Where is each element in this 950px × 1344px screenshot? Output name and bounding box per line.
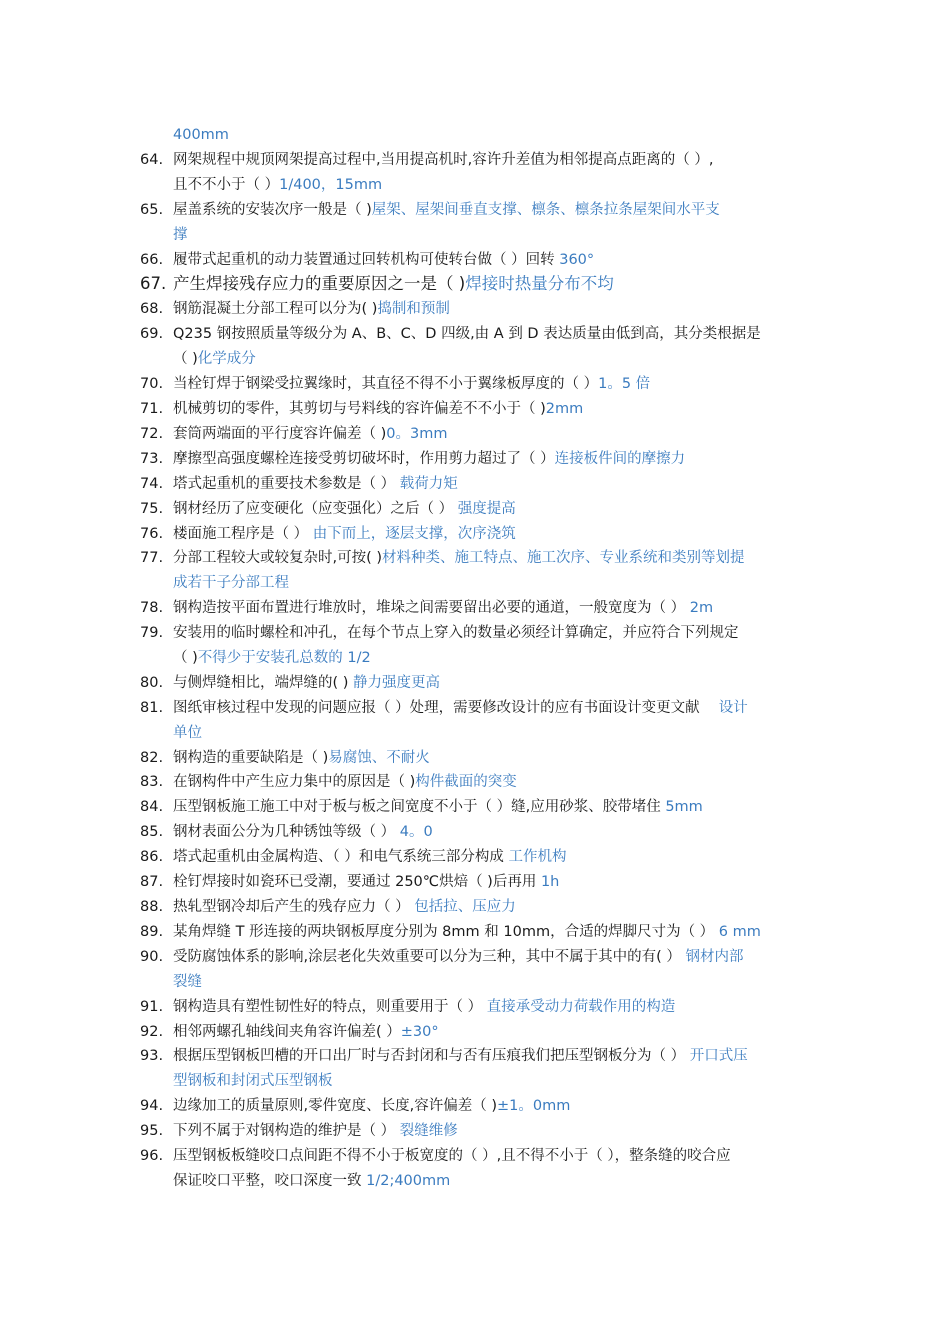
answer-text: 静力强度更高 (353, 674, 441, 691)
question-text: 钢构造按平面布置进行堆放时，堆垛之间需要留出必要的通道，一般宽度为（ ） (173, 600, 690, 617)
question-number: 79. (140, 625, 164, 642)
question-line (173, 1020, 812, 1045)
answer-text: 成若干子分部工程 (173, 575, 289, 592)
question-body (173, 596, 812, 621)
answer-text: 捣制和预制 (377, 301, 450, 318)
question-text: 机械剪切的零件，其剪切与号料线的容许偏差不不小于（ ) (173, 400, 546, 417)
question-line (173, 795, 812, 820)
question-text: 钢构造具有塑性韧性好的特点，则重要用于（ ） (173, 998, 487, 1015)
question-body (173, 870, 812, 895)
question-text: 分部工程较大或较复杂时,可按( ) (173, 550, 383, 567)
question-body (173, 1144, 812, 1194)
question-number: 74. (140, 475, 164, 492)
question-line (173, 870, 812, 895)
question-body (173, 472, 812, 497)
question-body (173, 248, 812, 273)
question-body (173, 795, 812, 820)
question-text: 产生焊接残存应力的重要原因之一是（ ) (173, 274, 466, 294)
answer-text: 4。0 (399, 824, 433, 841)
question-number: 87. (140, 874, 164, 891)
question-line (173, 970, 812, 995)
question-line (173, 1119, 812, 1144)
question-item (140, 596, 812, 621)
answer-text: ±30° (400, 1023, 439, 1040)
answer-text: 工作机构 (508, 849, 567, 866)
answer-text: 1h (540, 874, 560, 891)
question-number: 90. (140, 948, 164, 965)
question-number: 70. (140, 376, 164, 393)
question-number: 66. (140, 251, 164, 268)
answer-text: 6 mm (718, 923, 761, 940)
answer-text: 裂缝 (173, 973, 202, 990)
question-item (140, 372, 812, 397)
question-line (173, 845, 812, 870)
question-line (173, 596, 812, 621)
question-line (173, 671, 812, 696)
question-line (173, 770, 812, 795)
question-line (173, 1169, 812, 1194)
question-number: 95. (140, 1123, 164, 1140)
question-line (173, 272, 812, 297)
answer-text: 1/400，15mm (279, 176, 383, 193)
question-item (140, 1094, 812, 1119)
question-item (140, 746, 812, 771)
question-line (173, 472, 812, 497)
question-text: 楼面施工程序是（ ） (173, 525, 313, 542)
answer-text: 包括拉、压应力 (414, 899, 516, 915)
answer-text: 型钢板和封闭式压型钢板 (173, 1073, 333, 1090)
question-text: 受防腐蚀体系的影响,涂层老化失效重要可以分为三种，其中不属于其中的有( ） (173, 948, 686, 965)
question-number: 71. (140, 400, 164, 417)
question-item (140, 322, 812, 372)
question-line (173, 198, 812, 223)
question-body (173, 397, 812, 422)
question-item (140, 870, 812, 895)
question-text: 且不不小于（ ） (173, 176, 280, 193)
question-item (140, 447, 812, 472)
question-line (173, 621, 812, 646)
question-item (140, 770, 812, 795)
question-body (173, 845, 812, 870)
answer-text: 连接板件间的摩擦力 (554, 450, 686, 467)
answer-text: 直接承受动力荷载作用的构造 (486, 998, 676, 1015)
question-item (140, 1119, 812, 1144)
answer-text: 载荷力矩 (399, 475, 458, 492)
question-item (140, 148, 812, 198)
question-number: 69. (140, 326, 164, 343)
question-text: 压型钢板板缝咬口点间距不得不小于板宽度的（ ）,且不得不小于（ ），整条缝的咬合应 (173, 1148, 731, 1164)
question-item (140, 522, 812, 547)
question-line (173, 571, 812, 596)
question-text: 保证咬口平整，咬口深度一致 (173, 1172, 367, 1189)
question-text: 钢筋混凝土分部工程可以分为( ) (173, 301, 378, 318)
question-body (173, 297, 812, 322)
question-line (173, 322, 812, 347)
answer-text: 钢材内部 (685, 948, 744, 965)
answer-text: 1/2;400mm (366, 1172, 451, 1189)
answer-text: 屋架、屋架间垂直支撑、檩条、檩条拉条屋架间水平支 (371, 201, 720, 218)
question-item (140, 895, 812, 920)
question-number: 73. (140, 450, 164, 467)
question-body (173, 497, 812, 522)
question-line (173, 148, 812, 173)
answer-text: 裂缝维修 (399, 1123, 458, 1140)
question-item (140, 397, 812, 422)
question-number: 96. (140, 1148, 164, 1164)
answer-text: 开口式压 (689, 1048, 748, 1065)
question-line (173, 1094, 812, 1119)
question-text: 压型钢板施工施工中对于板与板之间宽度不小于（ ）缝,应用砂浆、胶带堵住 (173, 799, 666, 816)
question-body (173, 322, 812, 372)
question-body (173, 546, 812, 596)
question-text: 钢材表面公分为几种锈蚀等级（ ） (173, 824, 400, 841)
question-body (173, 746, 812, 771)
question-body (173, 895, 812, 920)
question-body (173, 621, 812, 671)
answer-text: 2m (689, 600, 714, 617)
question-line (173, 297, 812, 322)
question-line (173, 497, 812, 522)
answer-text: 不得少于安装孔总数的 1/2 (197, 649, 371, 666)
question-body (173, 995, 812, 1020)
question-number: 86. (140, 849, 164, 866)
question-number: 75. (140, 500, 164, 517)
question-body (173, 422, 812, 447)
question-item (140, 1020, 812, 1045)
question-text: Q235 钢按照质量等级分为 A、B、C、D 四级,由 A 到 D 表达质量由低到高，其分类根据是 (173, 326, 761, 343)
question-text: 在钢构件中产生应力集中的原因是（ ) (173, 774, 416, 791)
question-number: 83. (140, 774, 164, 791)
question-number: 80. (140, 674, 164, 691)
answer-text: 化学成分 (197, 351, 256, 368)
question-text: 钢构造的重要缺陷是（ ) (173, 749, 329, 766)
question-number: 77. (140, 550, 164, 567)
question-text: 热轧型钢冷却后产生的残存应力（ ） (173, 899, 415, 915)
answer-text: 0。3mm (386, 425, 448, 442)
question-body (173, 820, 812, 845)
question-number: 65. (140, 201, 164, 218)
question-body (173, 1119, 812, 1144)
question-number: 89. (140, 923, 164, 940)
question-text: 钢材经历了应变硬化（应变强化）之后（ ） (173, 500, 458, 517)
answer-text: 材料种类、施工特点、施工次序、专业系统和类别等划提 (382, 550, 745, 567)
question-line (173, 223, 812, 248)
question-number: 82. (140, 749, 164, 766)
question-body (173, 1094, 812, 1119)
question-item (140, 1144, 812, 1194)
question-body (173, 1044, 812, 1094)
question-text: 塔式起重机由金属构造、（ ）和电气系统三部分构成 (173, 849, 509, 866)
question-text: 屋盖系统的安装次序一般是（ ) (173, 201, 372, 218)
question-body (173, 372, 812, 397)
question-number: 68. (140, 301, 164, 318)
question-line (173, 1144, 812, 1169)
question-text: 边缘加工的质量原则,零件宽度、长度,容许偏差（ ) (173, 1098, 497, 1115)
question-text: 与侧焊缝相比，端焊缝的( ) (173, 674, 354, 691)
question-item (140, 696, 812, 746)
question-body (173, 198, 812, 248)
question-number: 85. (140, 824, 164, 841)
question-text: 网架规程中规顶网架提高过程中,当用提高机时,容许升差值为相邻提高点距离的（ ）, (173, 152, 714, 168)
question-number: 88. (140, 899, 164, 915)
question-line (173, 422, 812, 447)
question-line (173, 1044, 812, 1069)
question-item (140, 497, 812, 522)
question-line (173, 746, 812, 771)
question-line (173, 920, 812, 945)
question-list (140, 123, 812, 1194)
question-line (173, 372, 812, 397)
question-line (173, 995, 812, 1020)
answer-text: 构件截面的突变 (415, 774, 517, 791)
question-line (173, 397, 812, 422)
question-text: 相邻两螺孔轴线间夹角容许偏差( ） (173, 1023, 401, 1040)
question-number: 92. (140, 1023, 164, 1040)
question-line (173, 646, 812, 671)
answer-text: 由下而上，逐层支撑，次序浇筑 (312, 525, 516, 542)
answer-text: 设计 (718, 699, 748, 716)
question-line (173, 895, 812, 920)
question-body (173, 770, 812, 795)
question-number: 78. (140, 600, 164, 617)
question-text: （ ) (173, 351, 198, 368)
question-body (173, 696, 812, 746)
question-text: 栓钉焊接时如瓷环已受潮，要通过 250℃烘焙（ )后再用 (173, 874, 541, 891)
answer-text: 撑 (173, 226, 188, 243)
question-item (140, 472, 812, 497)
question-item (140, 945, 812, 995)
question-number: 84. (140, 799, 164, 816)
question-text: 图纸审核过程中发现的问题应报（ ）处理，需要修改设计的应有书面设计变更文献 (173, 699, 719, 716)
question-number: 93. (140, 1048, 164, 1065)
question-line (173, 945, 812, 970)
question-line (173, 1069, 812, 1094)
question-text: 安装用的临时螺栓和冲孔，在每个节点上穿入的数量必须经计算确定，并应符合下列规定 (173, 625, 739, 642)
question-text: 根据压型钢板凹槽的开口出厂时与否封闭和与否有压痕我们把压型钢板分为（ ） (173, 1048, 690, 1065)
question-line (173, 447, 812, 472)
question-text: （ ) (173, 649, 198, 666)
answer-text: ±1。0mm (496, 1098, 571, 1115)
question-number: 76. (140, 525, 164, 542)
question-text: 当栓钉焊于钢梁受拉翼缘时，其直径不得不小于翼缘板厚度的（ ） (173, 376, 599, 393)
question-number: 94. (140, 1098, 164, 1115)
question-body (173, 945, 812, 995)
answer-text: 1。5 倍 (598, 376, 651, 393)
question-line (173, 173, 812, 198)
carryover-answer: 400mm (173, 127, 229, 143)
question-text: 塔式起重机的重要技术参数是（ ） (173, 475, 400, 492)
question-line (173, 696, 812, 721)
question-number: 64. (140, 152, 164, 168)
question-item (140, 845, 812, 870)
question-text: 套筒两端面的平行度容许偏差（ ) (173, 425, 387, 442)
answer-text: 360° (559, 251, 595, 268)
question-body (173, 148, 812, 198)
question-text: 某角焊缝 T 形连接的两块钢板厚度分别为 8mm 和 10mm，合适的焊脚尺寸为（ ） (173, 923, 719, 940)
question-number: 81. (140, 699, 164, 716)
question-line (173, 721, 812, 746)
answer-text: 单位 (173, 724, 202, 741)
question-item (140, 546, 812, 596)
question-line (173, 522, 812, 547)
question-number: 67. (140, 274, 167, 294)
question-item (140, 795, 812, 820)
question-line (173, 546, 812, 571)
question-body (173, 1020, 812, 1045)
answer-text: 易腐蚀、不耐火 (328, 749, 430, 766)
question-item (140, 995, 812, 1020)
question-line (173, 820, 812, 845)
question-text: 履带式起重机的动力装置通过回转机构可使转台做（ ）回转 (173, 251, 560, 268)
question-line (173, 347, 812, 372)
question-item (140, 422, 812, 447)
question-number: 72. (140, 425, 164, 442)
question-body (173, 447, 812, 472)
question-text: 摩擦型高强度螺栓连接受剪切破坏时，作用剪力超过了（ ） (173, 450, 555, 467)
question-body (173, 671, 812, 696)
question-item (140, 198, 812, 248)
question-body (173, 272, 812, 297)
answer-text: 焊接时热量分布不均 (465, 274, 614, 294)
answer-text: 5mm (665, 799, 703, 816)
question-line (173, 248, 812, 273)
question-body (173, 522, 812, 547)
question-body (173, 920, 812, 945)
question-number: 91. (140, 998, 164, 1015)
question-item (140, 272, 812, 297)
question-item (140, 820, 812, 845)
answer-text: 2mm (545, 400, 584, 417)
answer-text: 强度提高 (457, 500, 516, 517)
question-item (140, 297, 812, 322)
question-item (140, 1044, 812, 1094)
question-item (140, 671, 812, 696)
question-text: 下列不属于对钢构造的维护是（ ） (173, 1123, 400, 1140)
question-item (140, 248, 812, 273)
question-item (140, 920, 812, 945)
question-item (140, 621, 812, 671)
